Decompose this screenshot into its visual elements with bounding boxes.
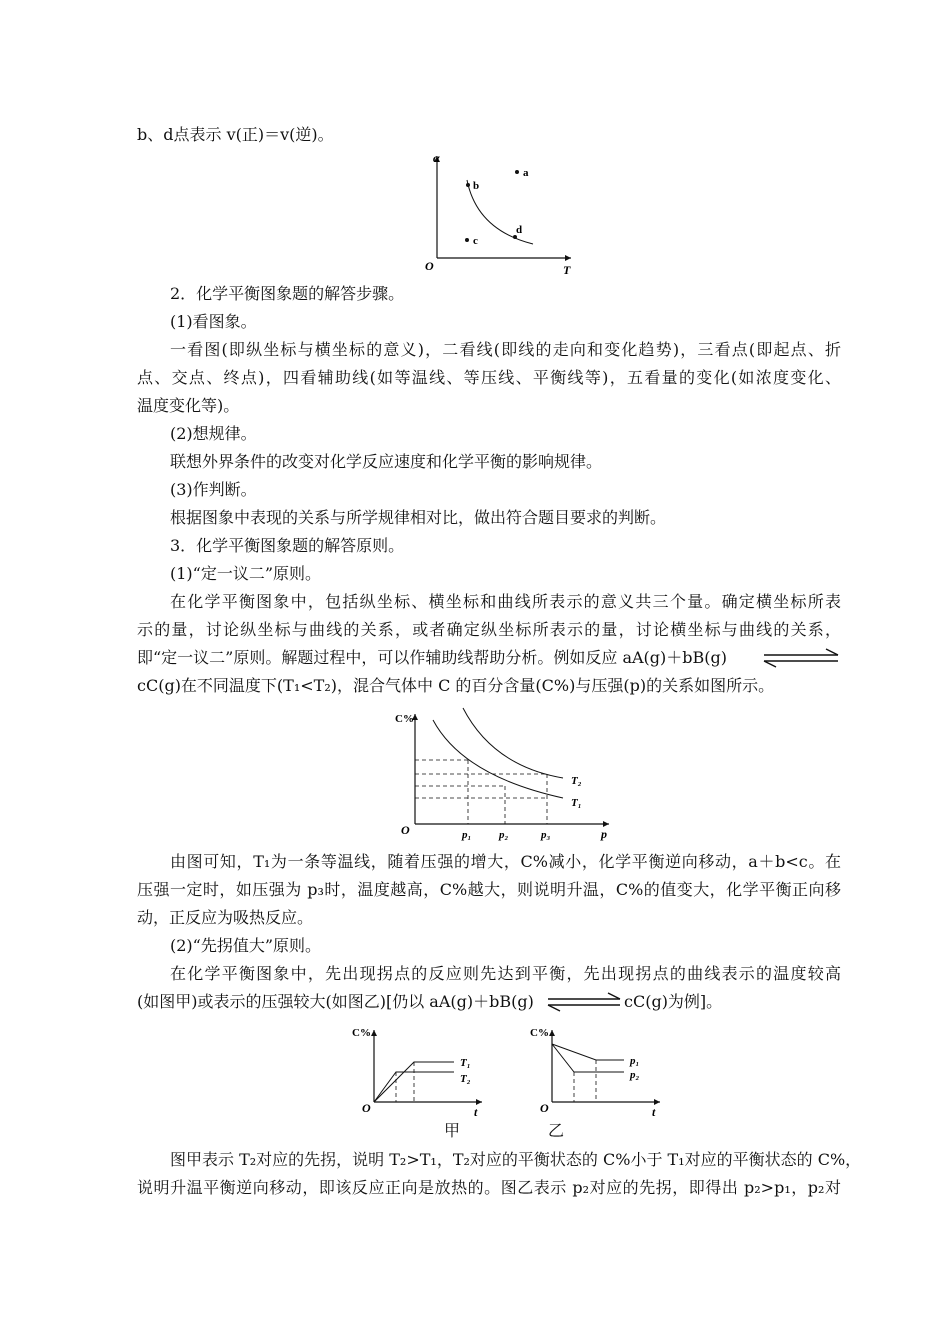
paragraph-3-1-b: 示的量，讨论纵坐标与曲线的关系，或者确定纵坐标所表示的量，讨论横坐标与曲线的关系， (137, 620, 841, 639)
point-c-label: c (473, 235, 478, 247)
figure-jia (350, 1022, 488, 1118)
yi-chart (528, 1022, 666, 1118)
origin-label: O (401, 823, 410, 837)
caption-jia: 甲 (444, 1121, 461, 1140)
point-b (466, 183, 470, 187)
x-axis-label: T (563, 263, 571, 277)
point-a-label: a (523, 167, 529, 179)
paragraph-2-1-b: 点、交点、终点)，四看辅助线(如等温线、等压线、平衡线等)，五看量的变化(如浓度变化、 (137, 368, 841, 387)
curve-label-t2: T₂ (460, 1073, 471, 1085)
figure-yi (528, 1022, 666, 1118)
origin-label: O (362, 1101, 371, 1115)
origin-label: O (540, 1101, 549, 1115)
section-3-heading: 3．化学平衡图象题的解答原则。 (170, 536, 405, 555)
section-3-1-heading: (1)“定一议二”原则。 (170, 564, 322, 583)
x-axis-label: p (601, 827, 607, 841)
section-2-2-heading: (2)想规律。 (170, 424, 257, 443)
figure-c-percent-p (393, 706, 621, 844)
caption-yi: 乙 (548, 1121, 565, 1140)
paragraph-p0: b、d点表示 v(正)＝v(逆)。 (137, 125, 334, 144)
paragraph-3-1-d: cC(g)在不同温度下(T₁<T₂)，混合气体中 C 的百分含量(C%)与压强(p)的关系如图所示。 (137, 676, 775, 695)
paragraph-3-1-c: 即“定一议二”原则。解题过程中，可以作辅助线帮助分析。例如反应 aA(g)＋bB(g) (137, 648, 727, 667)
c-percent-p-chart (393, 706, 621, 844)
section-2-1-heading: (1)看图象。 (170, 312, 257, 331)
section-3-2-heading: (2)“先拐值大”原则。 (170, 936, 322, 955)
curve-label-p2: p₂ (630, 1069, 640, 1081)
paragraph-3-2-d: 说明升温平衡逆向移动，即该反应正向是放热的。图乙表示 p₂对应的先拐，即得出 p₂>p₁，p₂对 (137, 1178, 841, 1197)
curve-label-p1: p₁ (630, 1055, 640, 1067)
point-b-label: b (473, 180, 480, 192)
paragraph-3-1-g: 动，正反应为吸热反应。 (137, 908, 314, 927)
tick-p1: p₁ (462, 829, 472, 841)
paragraph-3-1-f: 压强一定时，如压强为 p₃时，温度越高，C%越大，则说明升温，C%的值变大，化学平衡正向移 (137, 880, 841, 899)
point-d-label: d (516, 224, 523, 236)
section-2-3-heading: (3)作判断。 (170, 480, 257, 499)
tick-p2: p₂ (499, 829, 509, 841)
paragraph-3-1-a: 在化学平衡图象中，包括纵坐标、横坐标和曲线所表示的意义共三个量。确定横坐标所表 (170, 592, 841, 611)
equilibrium-arrow (762, 648, 840, 668)
paragraph-3-1-e: 由图可知，T₁为一条等温线，随着压强的增大，C%减小，化学平衡逆向移动，a＋b<c。在 (170, 852, 841, 871)
tick-p3: p₃ (541, 829, 551, 841)
jia-chart (350, 1022, 488, 1118)
y-axis-label: C% (530, 1027, 549, 1039)
paragraph-2-3-a: 根据图象中表现的关系与所学规律相对比，做出符合题目要求的判断。 (170, 508, 667, 527)
point-a (515, 170, 519, 174)
curve-label-t1: T₁ (571, 797, 582, 809)
paragraph-3-2-b: (如图甲)或表示的压强较大(如图乙)[仍以 aA(g)＋bB(g) (137, 992, 534, 1011)
x-axis-label: t (474, 1105, 478, 1118)
x-axis-label: t (652, 1105, 656, 1118)
curve-label-t2: T₂ (571, 775, 582, 787)
figure-alpha-t (425, 150, 575, 278)
alpha-t-chart (425, 150, 575, 278)
y-axis-label: C% (352, 1027, 371, 1039)
y-axis-label: C% (395, 713, 414, 725)
paragraph-3-2-b2: cC(g)为例]。 (624, 992, 723, 1011)
origin-label: O (425, 259, 434, 273)
y-axis-label: α (433, 151, 440, 165)
paragraph-2-2-a: 联想外界条件的改变对化学反应速度和化学平衡的影响规律。 (170, 452, 603, 471)
equilibrium-arrow-2 (546, 992, 622, 1012)
paragraph-3-2-a: 在化学平衡图象中，先出现拐点的反应则先达到平衡，先出现拐点的曲线表示的温度较高 (170, 964, 841, 983)
point-c (465, 238, 469, 242)
paragraph-3-2-c: 图甲表示 T₂对应的先拐，说明 T₂>T₁，T₂对应的平衡状态的 C%小于 T₁对应的平衡状态的 C%， (170, 1150, 862, 1169)
paragraph-2-1-a: 一看图(即纵坐标与横坐标的意义)，二看线(即线的走向和变化趋势)，三看点(即起点、折 (170, 340, 841, 359)
curve-label-t1: T₁ (460, 1057, 471, 1069)
section-2-heading: 2．化学平衡图象题的解答步骤。 (170, 284, 405, 303)
paragraph-2-1-c: 温度变化等)。 (137, 396, 240, 415)
